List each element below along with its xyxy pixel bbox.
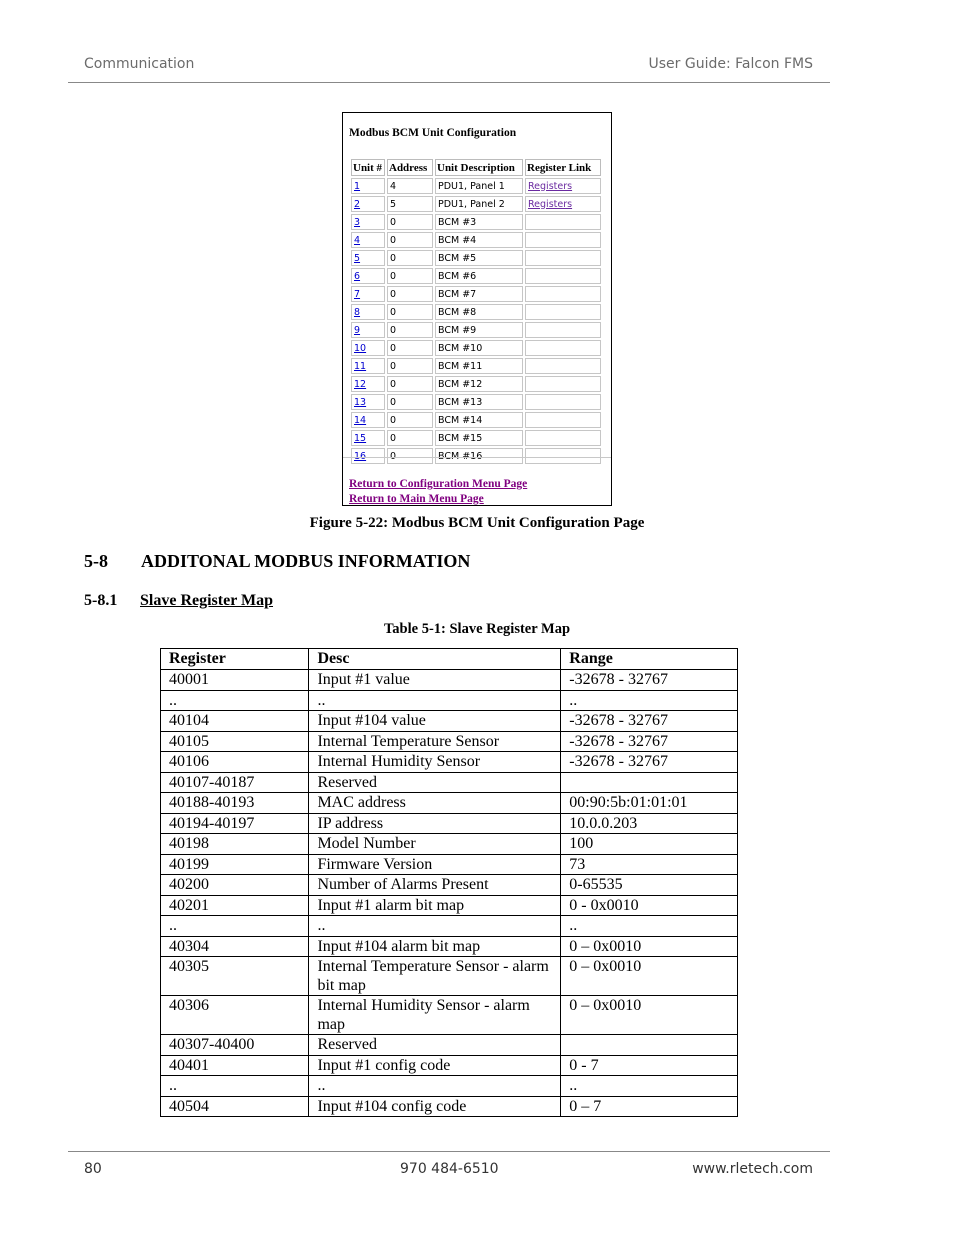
unit-description-cell — [435, 196, 523, 212]
desc-cell: Input #1 config code — [309, 1055, 561, 1076]
register-link-cell — [525, 448, 601, 464]
register-link-cell — [525, 340, 601, 356]
section-number: 5-8 — [84, 551, 108, 571]
register-cell: 40305 — [161, 957, 309, 996]
desc-cell: Internal Temperature Sensor - alarm bit map — [309, 957, 561, 996]
unit-row — [351, 304, 601, 320]
unit-address-cell — [387, 322, 433, 338]
unit-description: BCM #5 — [438, 252, 477, 264]
table-row — [161, 895, 738, 916]
table-row — [161, 711, 738, 732]
section-heading — [84, 551, 470, 572]
unit-address: 0 — [390, 216, 397, 228]
unit-address-cell — [387, 376, 433, 392]
register-cell: 40199 — [161, 854, 309, 875]
unit-number-link[interactable]: 6 — [354, 270, 361, 282]
col-header-unit: Unit # — [351, 159, 385, 176]
range-cell: 0 - 7 — [561, 1055, 738, 1076]
subsection-heading — [84, 592, 273, 610]
unit-config-table — [349, 157, 603, 466]
screenshot-divider — [343, 457, 611, 458]
unit-address-cell — [387, 250, 433, 266]
register-link-cell — [525, 394, 601, 410]
desc-cell: IP address — [309, 813, 561, 834]
unit-row — [351, 448, 601, 464]
range-cell — [561, 772, 738, 793]
register-cell: 40200 — [161, 875, 309, 896]
range-cell: 100 — [561, 834, 738, 855]
table-row — [161, 996, 738, 1035]
unit-address: 0 — [390, 342, 397, 354]
unit-description: BCM #6 — [438, 270, 477, 282]
register-cell: 40304 — [161, 936, 309, 957]
unit-address: 0 — [390, 360, 397, 372]
header-register: Register — [161, 649, 309, 670]
unit-description: BCM #14 — [438, 414, 483, 426]
table-row — [161, 1076, 738, 1097]
register-cell: .. — [161, 690, 309, 711]
register-cell: 40201 — [161, 895, 309, 916]
desc-cell: Number of Alarms Present — [309, 875, 561, 896]
range-cell: 0-65535 — [561, 875, 738, 896]
unit-number-link-cell — [351, 412, 385, 428]
desc-cell: Input #104 alarm bit map — [309, 936, 561, 957]
range-cell: .. — [561, 916, 738, 937]
slave-register-table — [160, 648, 738, 1117]
unit-number-link[interactable]: 7 — [354, 288, 361, 300]
unit-row — [351, 412, 601, 428]
unit-address-cell — [387, 412, 433, 428]
table-row — [161, 854, 738, 875]
table-row — [161, 793, 738, 814]
range-cell: -32678 - 32767 — [561, 731, 738, 752]
unit-row — [351, 430, 601, 446]
unit-number-link-cell — [351, 376, 385, 392]
header-section-title: Communication — [84, 56, 195, 72]
unit-number-link[interactable]: 4 — [354, 234, 361, 246]
unit-number-link[interactable]: 9 — [354, 324, 361, 336]
unit-address: 0 — [390, 432, 397, 444]
desc-cell: Internal Humidity Sensor - alarm map — [309, 996, 561, 1035]
unit-row — [351, 268, 601, 284]
unit-address-cell — [387, 232, 433, 248]
register-link-cell — [525, 196, 601, 212]
unit-description: BCM #13 — [438, 396, 483, 408]
register-link[interactable]: Registers — [528, 198, 573, 210]
unit-number-link[interactable]: 1 — [354, 180, 361, 192]
register-link-cell — [525, 214, 601, 230]
desc-cell: Input #104 value — [309, 711, 561, 732]
unit-address: 0 — [390, 288, 397, 300]
col-header-description: Unit Description — [435, 159, 523, 176]
register-link-cell — [525, 286, 601, 302]
desc-cell: Internal Humidity Sensor — [309, 752, 561, 773]
unit-number-link-cell — [351, 340, 385, 356]
unit-row — [351, 250, 601, 266]
footer-phone: 970 484-6510 — [400, 1161, 499, 1177]
unit-row — [351, 196, 601, 212]
range-cell: 0 – 0x0010 — [561, 996, 738, 1035]
unit-number-link[interactable]: 2 — [354, 198, 361, 210]
table-row — [161, 731, 738, 752]
register-cell: 40401 — [161, 1055, 309, 1076]
range-cell: 0 - 0x0010 — [561, 895, 738, 916]
unit-number-link[interactable]: 5 — [354, 252, 361, 264]
header-desc: Desc — [309, 649, 561, 670]
unit-description-cell — [435, 268, 523, 284]
unit-number-link[interactable]: 10 — [354, 342, 367, 354]
register-cell: 40194-40197 — [161, 813, 309, 834]
unit-address: 4 — [390, 180, 397, 192]
unit-description: BCM #3 — [438, 216, 477, 228]
unit-number-link[interactable]: 8 — [354, 306, 361, 318]
unit-description: BCM #7 — [438, 288, 477, 300]
page-number: 80 — [84, 1161, 102, 1177]
range-cell: 0 – 0x0010 — [561, 957, 738, 996]
register-link-cell — [525, 304, 601, 320]
range-cell: 00:90:5b:01:01:01 — [561, 793, 738, 814]
table-row — [161, 936, 738, 957]
unit-number-link-cell — [351, 322, 385, 338]
range-cell: 10.0.0.203 — [561, 813, 738, 834]
range-cell: 73 — [561, 854, 738, 875]
unit-description: BCM #4 — [438, 234, 477, 246]
desc-cell: Input #104 config code — [309, 1096, 561, 1117]
section-title: ADDITONAL MODBUS INFORMATION — [141, 551, 471, 571]
unit-address: 0 — [390, 270, 397, 282]
unit-number-link-cell — [351, 286, 385, 302]
unit-number-link-cell — [351, 178, 385, 194]
unit-number-link[interactable]: 3 — [354, 216, 361, 228]
register-link-cell — [525, 358, 601, 374]
table-row — [161, 813, 738, 834]
table-row — [161, 1035, 738, 1056]
register-link[interactable]: Registers — [528, 180, 573, 192]
desc-cell: Model Number — [309, 834, 561, 855]
register-cell: 40001 — [161, 670, 309, 691]
table-row — [161, 1055, 738, 1076]
unit-number-link-cell — [351, 358, 385, 374]
register-cell: 40105 — [161, 731, 309, 752]
unit-description-cell — [435, 376, 523, 392]
unit-description: BCM #10 — [438, 342, 483, 354]
register-link-cell — [525, 268, 601, 284]
unit-number-link-cell — [351, 268, 385, 284]
table-row — [161, 834, 738, 855]
table-row — [161, 1096, 738, 1117]
unit-description: BCM #8 — [438, 306, 477, 318]
unit-description-cell — [435, 412, 523, 428]
unit-address: 0 — [390, 378, 397, 390]
unit-description: BCM #12 — [438, 378, 483, 390]
table-row — [161, 957, 738, 996]
unit-address-cell — [387, 268, 433, 284]
unit-description-cell — [435, 214, 523, 230]
unit-number-link-cell — [351, 196, 385, 212]
footer-website: www.rletech.com — [692, 1161, 813, 1177]
unit-description-cell — [435, 322, 523, 338]
desc-cell: Reserved — [309, 1035, 561, 1056]
unit-address-cell — [387, 214, 433, 230]
range-cell: -32678 - 32767 — [561, 670, 738, 691]
unit-row — [351, 214, 601, 230]
register-cell: 40106 — [161, 752, 309, 773]
range-cell: .. — [561, 690, 738, 711]
unit-address-cell — [387, 394, 433, 410]
register-cell: 40107-40187 — [161, 772, 309, 793]
unit-address-cell — [387, 340, 433, 356]
register-link-cell — [525, 430, 601, 446]
screenshot-title: Modbus BCM Unit Configuration — [349, 127, 517, 139]
unit-number-link[interactable]: 16 — [354, 450, 367, 462]
table-row — [161, 772, 738, 793]
unit-description-cell — [435, 232, 523, 248]
unit-description-cell — [435, 448, 523, 464]
unit-number-link-cell — [351, 394, 385, 410]
register-link-cell — [525, 250, 601, 266]
unit-address: 0 — [390, 396, 397, 408]
desc-cell: .. — [309, 1076, 561, 1097]
register-cell: 40307-40400 — [161, 1035, 309, 1056]
unit-address: 0 — [390, 306, 397, 318]
desc-cell: MAC address — [309, 793, 561, 814]
desc-cell: Input #1 value — [309, 670, 561, 691]
unit-address-cell — [387, 358, 433, 374]
unit-description-cell — [435, 358, 523, 374]
unit-address-cell — [387, 178, 433, 194]
range-cell: -32678 - 32767 — [561, 711, 738, 732]
register-link-cell — [525, 178, 601, 194]
unit-address-cell — [387, 430, 433, 446]
unit-address: 0 — [390, 234, 397, 246]
unit-description: BCM #9 — [438, 324, 477, 336]
unit-number-link-cell — [351, 304, 385, 320]
unit-number-link-cell — [351, 214, 385, 230]
figure-caption: Figure 5-22: Modbus BCM Unit Configuration Page — [309, 515, 645, 531]
unit-description: BCM #16 — [438, 450, 483, 462]
table-row — [161, 670, 738, 691]
unit-description: PDU1, Panel 2 — [438, 198, 505, 210]
register-cell: .. — [161, 916, 309, 937]
subsection-title: Slave Register Map — [140, 592, 274, 609]
unit-row — [351, 322, 601, 338]
unit-number-link-cell — [351, 232, 385, 248]
table-caption: Table 5-1: Slave Register Map — [383, 621, 571, 637]
unit-description-cell — [435, 286, 523, 302]
register-link-cell — [525, 412, 601, 428]
unit-number-link-cell — [351, 250, 385, 266]
unit-address-cell — [387, 286, 433, 302]
unit-description: BCM #15 — [438, 432, 483, 444]
unit-address-cell — [387, 304, 433, 320]
header-rule — [68, 82, 830, 83]
unit-address: 0 — [390, 324, 397, 336]
unit-address: 5 — [390, 198, 397, 210]
unit-address: 0 — [390, 450, 397, 462]
col-header-address: Address — [387, 159, 433, 176]
range-cell: .. — [561, 1076, 738, 1097]
register-link-cell — [525, 322, 601, 338]
footer-rule — [68, 1151, 830, 1152]
unit-number-link[interactable]: 14 — [354, 414, 367, 426]
unit-address: 0 — [390, 414, 397, 426]
range-cell — [561, 1035, 738, 1056]
unit-row — [351, 178, 601, 194]
register-cell: 40188-40193 — [161, 793, 309, 814]
desc-cell: Firmware Version — [309, 854, 561, 875]
register-cell: 40104 — [161, 711, 309, 732]
unit-number-link[interactable]: 13 — [354, 396, 367, 408]
header-range: Range — [561, 649, 738, 670]
table-row — [161, 752, 738, 773]
unit-number-link[interactable]: 12 — [354, 378, 367, 390]
col-header-register-link: Register Link — [525, 159, 601, 176]
range-cell: 0 – 0x0010 — [561, 936, 738, 957]
register-cell: 40198 — [161, 834, 309, 855]
unit-row — [351, 358, 601, 374]
unit-row — [351, 394, 601, 410]
subsection-number: 5-8.1 — [84, 592, 118, 609]
unit-description: BCM #11 — [438, 360, 483, 372]
unit-description-cell — [435, 250, 523, 266]
unit-description-cell — [435, 304, 523, 320]
desc-cell: .. — [309, 916, 561, 937]
table-row — [161, 690, 738, 711]
register-cell: .. — [161, 1076, 309, 1097]
desc-cell: Input #1 alarm bit map — [309, 895, 561, 916]
register-link-cell — [525, 376, 601, 392]
return-main-menu-link[interactable]: Return to Main Menu Page — [349, 493, 484, 505]
desc-cell: Reserved — [309, 772, 561, 793]
range-cell: 0 – 7 — [561, 1096, 738, 1117]
unit-address-cell — [387, 448, 433, 464]
unit-number-link[interactable]: 15 — [354, 432, 367, 444]
unit-number-link[interactable]: 11 — [354, 360, 367, 372]
return-config-menu-link[interactable]: Return to Configuration Menu Page — [349, 478, 528, 490]
desc-cell: .. — [309, 690, 561, 711]
unit-description-cell — [435, 178, 523, 194]
register-cell: 40306 — [161, 996, 309, 1035]
table-row — [161, 916, 738, 937]
unit-number-link-cell — [351, 430, 385, 446]
unit-address-cell — [387, 196, 433, 212]
desc-cell: Internal Temperature Sensor — [309, 731, 561, 752]
unit-row — [351, 340, 601, 356]
unit-description-cell — [435, 394, 523, 410]
range-cell: -32678 - 32767 — [561, 752, 738, 773]
unit-row — [351, 232, 601, 248]
header-guide-title: User Guide: Falcon FMS — [648, 56, 813, 72]
register-cell: 40504 — [161, 1096, 309, 1117]
unit-row — [351, 286, 601, 302]
modbus-config-screenshot — [342, 112, 612, 506]
table-row — [161, 875, 738, 896]
unit-row — [351, 376, 601, 392]
unit-description-cell — [435, 430, 523, 446]
register-link-cell — [525, 232, 601, 248]
unit-address: 0 — [390, 252, 397, 264]
unit-description-cell — [435, 340, 523, 356]
unit-number-link-cell — [351, 448, 385, 464]
unit-description: PDU1, Panel 1 — [438, 180, 505, 192]
